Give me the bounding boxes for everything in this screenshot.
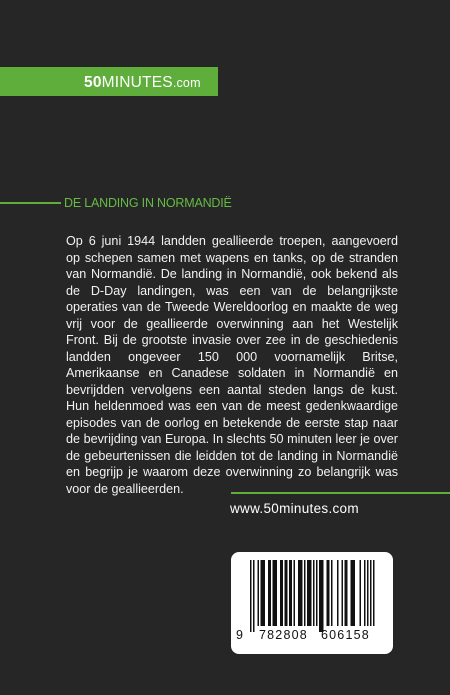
barcode-bar [319,560,321,632]
barcode-bar [345,560,347,626]
barcode-digit-lead: 9 [236,628,245,642]
barcode-bar [298,560,300,626]
barcode-bar [367,560,369,626]
barcode-bar [268,560,270,626]
barcode-bar [280,560,282,626]
barcode-digits-left: 782808 [259,628,308,642]
barcode-bar [304,560,306,626]
barcode-bar [337,560,339,626]
title-divider [0,202,61,204]
barcode-bar [250,560,252,632]
barcode-bar [291,560,293,626]
barcode-bar [310,560,312,626]
isbn-barcode [231,552,393,654]
barcode-bar [373,560,375,626]
barcode-bar [289,560,291,626]
barcode-bar [262,560,264,626]
barcode-bar [309,560,311,626]
barcode-bar [282,560,284,626]
book-title: DE LANDING IN NORMANDIË [64,196,232,210]
barcode-bar [346,560,348,626]
url-divider [231,492,450,494]
barcode-bar [313,560,315,626]
barcode-bar [270,560,272,626]
barcode-bar [327,560,329,626]
barcode-bar [352,560,354,626]
barcode-bar [364,560,366,626]
barcode-bar [360,560,362,626]
barcode-bar [273,560,275,626]
barcode-bar [331,560,333,626]
barcode-bar [253,560,255,632]
barcode-bar [342,560,344,626]
barcode-bar [300,560,302,626]
barcode-bar [264,560,266,626]
barcode-bar [276,560,278,626]
barcode-bar [261,560,263,626]
website-url: www.50minutes.com [230,501,359,516]
barcode-bar [294,560,296,626]
barcode-bar [322,560,324,632]
barcode-bar [316,560,318,626]
logo-word: MINUTES [101,74,173,91]
book-summary: Op 6 juni 1944 landden geallieerde troepen, aangevoerd op schepen samen met wapens en tanks, op de stranden van Normandië. De landing in Normandië, ook bekend als de D-Day landingen, was een van de belangrijkste operaties van de Tweede Wereldoorlog en maakte de weg vrij voor de geallieerde overwinning aan het Westelijk Front. Bij de grootste invasie over zee in de geschiedenis landden ongeveer 150 000 voornamelijk Britse, Amerikaanse en Canadese soldaten in Normandië en bevrijdden vervolgens een aantal steden langs de kust. Hun heldenmoed was een van de meest gedenkwaardige episodes van de oorlog en betekende de eerste stap naar de bevrijding van Europa. In slechts 50 minuten leer je over de gebeurtenissen die leidden tot de landing in Normandië en begrijp je waarom deze overwinning zo belangrijk was voor de geallieerden. [66,234,398,496]
barcode-bar [286,560,288,626]
barcode-bar [370,560,372,626]
publisher-logo [84,74,201,92]
barcode-bar [258,560,260,626]
barcode-bar [301,560,303,626]
logo-number: 50 [84,74,102,91]
barcode-bar [285,560,287,626]
barcode-bar [274,560,276,626]
barcode-bar [307,560,309,626]
barcode-bar [328,560,330,626]
barcode-bar [321,560,323,632]
barcode-bar [354,560,356,626]
barcode-digits-right: 606158 [321,628,370,642]
barcode-bar [351,560,353,626]
logo-domain: .com [172,76,201,90]
